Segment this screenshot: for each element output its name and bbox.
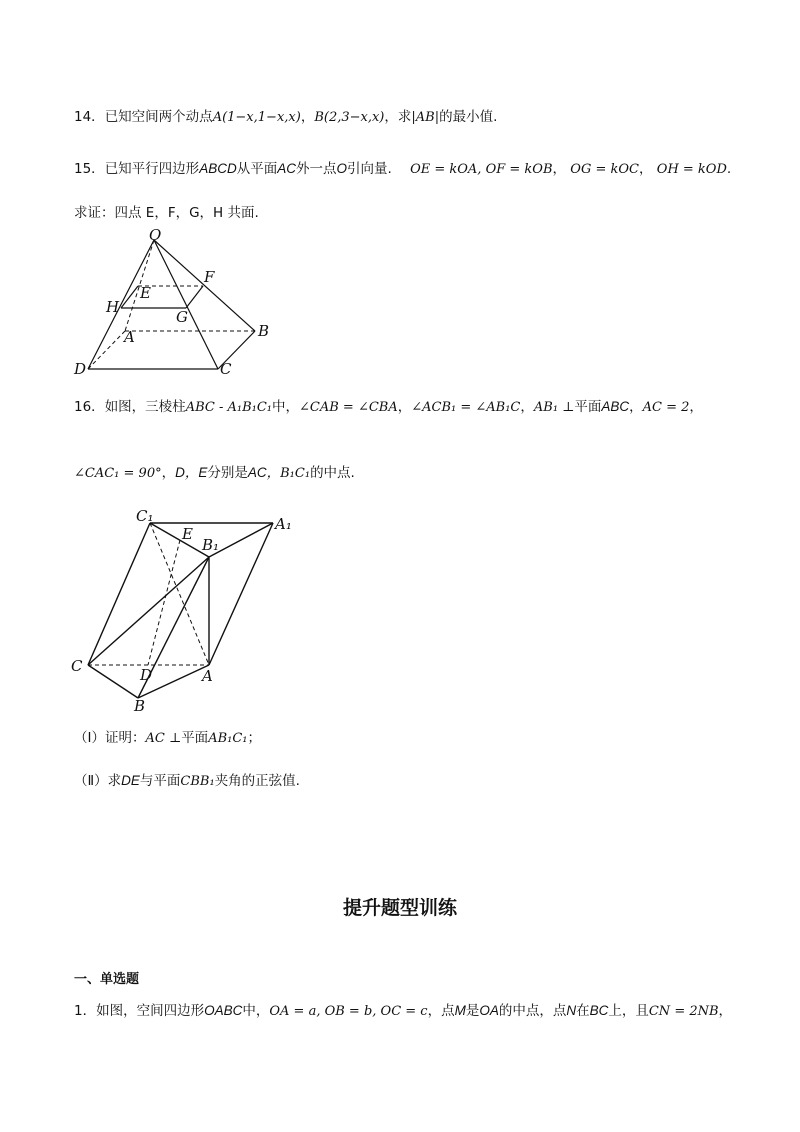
quadrilateral-name: OABC xyxy=(204,1003,243,1018)
vector-equation: CN = 2NB xyxy=(648,1004,719,1019)
point-names: D，E xyxy=(175,465,208,480)
question-16 xyxy=(74,398,703,417)
pyramid-figure xyxy=(70,226,310,386)
section-heading: 一、单选题 xyxy=(74,972,140,987)
vector-magnitude: |AB| xyxy=(411,110,440,125)
question-16-part-1 xyxy=(74,729,261,748)
question-1 xyxy=(74,1002,732,1021)
separator: ， xyxy=(638,161,653,177)
label-e: E xyxy=(182,525,193,543)
question-text: 已知平行四边形 xyxy=(104,161,200,177)
question-text: 从平面 xyxy=(236,161,278,177)
label-b: B xyxy=(258,322,270,340)
question-number: 16． xyxy=(74,399,105,415)
proof-statement: 求证：四点 E，F，G，H 共面. xyxy=(74,205,259,221)
part-number: （Ⅰ）证明： xyxy=(74,730,146,746)
plane-name: AB₁C₁ xyxy=(208,731,248,746)
plane-name: CBB₁ xyxy=(180,774,215,789)
point-name: M xyxy=(454,1003,466,1018)
question-number: 15． xyxy=(74,161,105,177)
separator: ， xyxy=(300,109,315,125)
separator: ， xyxy=(520,399,534,415)
label-c: C xyxy=(220,360,232,378)
question-text: 如图，空间四边形 xyxy=(96,1003,205,1019)
question-text: 的最小值. xyxy=(439,109,498,125)
question-text: 平面 xyxy=(574,399,602,415)
vector-equation: OH = kOD xyxy=(656,162,727,177)
question-15 xyxy=(74,160,731,179)
label-b1: B₁ xyxy=(202,536,220,554)
separator: ， xyxy=(397,399,412,415)
question-text: 中， xyxy=(272,399,299,415)
prism-figure xyxy=(70,505,310,715)
question-text: 的中点. xyxy=(310,465,355,481)
question-text: 上，且 xyxy=(608,1003,649,1019)
question-text: 中， xyxy=(242,1003,270,1019)
vector-equation: OG = kOC xyxy=(570,162,639,177)
question-text: 的中点，点 xyxy=(498,1003,567,1019)
point-name: N xyxy=(566,1003,577,1018)
separator: ； xyxy=(247,730,261,746)
label-a1: A₁ xyxy=(275,515,292,533)
question-text: 外一点 xyxy=(295,161,337,177)
parallelogram-name: ABCD xyxy=(199,161,237,176)
vector-equation: OA = a, OB = b, OC = c xyxy=(269,1004,428,1019)
label-d: D xyxy=(140,666,153,684)
period: . xyxy=(726,161,732,177)
point-name: O xyxy=(336,161,347,176)
separator: ， xyxy=(718,1003,733,1019)
question-text: 引向量. xyxy=(346,161,392,177)
segment-name: DE xyxy=(121,773,140,788)
segment-name: OA xyxy=(479,1003,499,1018)
question-text: 夹角的正弦值. xyxy=(214,773,300,789)
label-a: A xyxy=(202,667,213,685)
perpendicular-expression: AC ⊥ xyxy=(145,731,182,746)
label-d: D xyxy=(74,360,87,378)
question-text: 平面 xyxy=(181,730,209,746)
question-text: 分别是 xyxy=(207,465,248,481)
segment-name: BC xyxy=(589,1003,609,1018)
separator: ， xyxy=(161,465,176,481)
point-a-expression: A(1−x,1−x,x) xyxy=(212,110,301,125)
section-title: 提升题型训练 xyxy=(342,897,457,919)
question-text: 是 xyxy=(465,1003,480,1019)
label-o: O xyxy=(149,226,162,244)
condition-perpendicular: AB₁ ⊥ xyxy=(533,400,575,415)
plane-name: AC xyxy=(277,161,296,176)
label-a: A xyxy=(124,328,135,346)
condition-right-angle: ∠CAC₁ = 90° xyxy=(74,466,162,481)
question-text: ，点 xyxy=(427,1003,455,1019)
separator: ， xyxy=(689,399,703,415)
question-16-part-2 xyxy=(74,772,300,791)
plane-name: ABC xyxy=(601,399,630,414)
question-text: 在 xyxy=(576,1003,590,1019)
segment-name: B₁C₁ xyxy=(280,466,311,481)
label-b: B xyxy=(134,697,146,715)
prism-name: ABC - A₁B₁C₁ xyxy=(185,400,272,415)
question-number: 14． xyxy=(74,109,105,125)
segment-name: AC， xyxy=(247,465,281,480)
question-text: 与平面 xyxy=(139,773,181,789)
label-c: C xyxy=(71,657,83,675)
question-text: 已知空间两个动点 xyxy=(104,109,213,125)
condition-angles: ∠CAB = ∠CBA xyxy=(299,400,398,415)
part-number: （Ⅱ）求 xyxy=(74,773,122,789)
question-text: ，求 xyxy=(384,109,412,125)
question-text: 如图，三棱柱 xyxy=(104,399,186,415)
label-c1: C₁ xyxy=(136,507,154,525)
separator: ， xyxy=(629,399,643,415)
label-h: H xyxy=(106,298,120,316)
question-16-continued xyxy=(74,464,355,483)
question-14 xyxy=(74,108,497,127)
label-e: E xyxy=(140,284,151,302)
condition-length: AC = 2 xyxy=(642,400,690,415)
vector-equation: OE = kOA, OF = kOB xyxy=(410,162,553,177)
point-b-expression: B(2,3−x,x) xyxy=(314,110,385,125)
separator: ， xyxy=(552,161,566,177)
label-f: F xyxy=(204,268,215,286)
label-g: G xyxy=(176,308,188,326)
question-number: 1． xyxy=(74,1003,97,1019)
condition-angles: ∠ACB₁ = ∠AB₁C xyxy=(411,400,521,415)
